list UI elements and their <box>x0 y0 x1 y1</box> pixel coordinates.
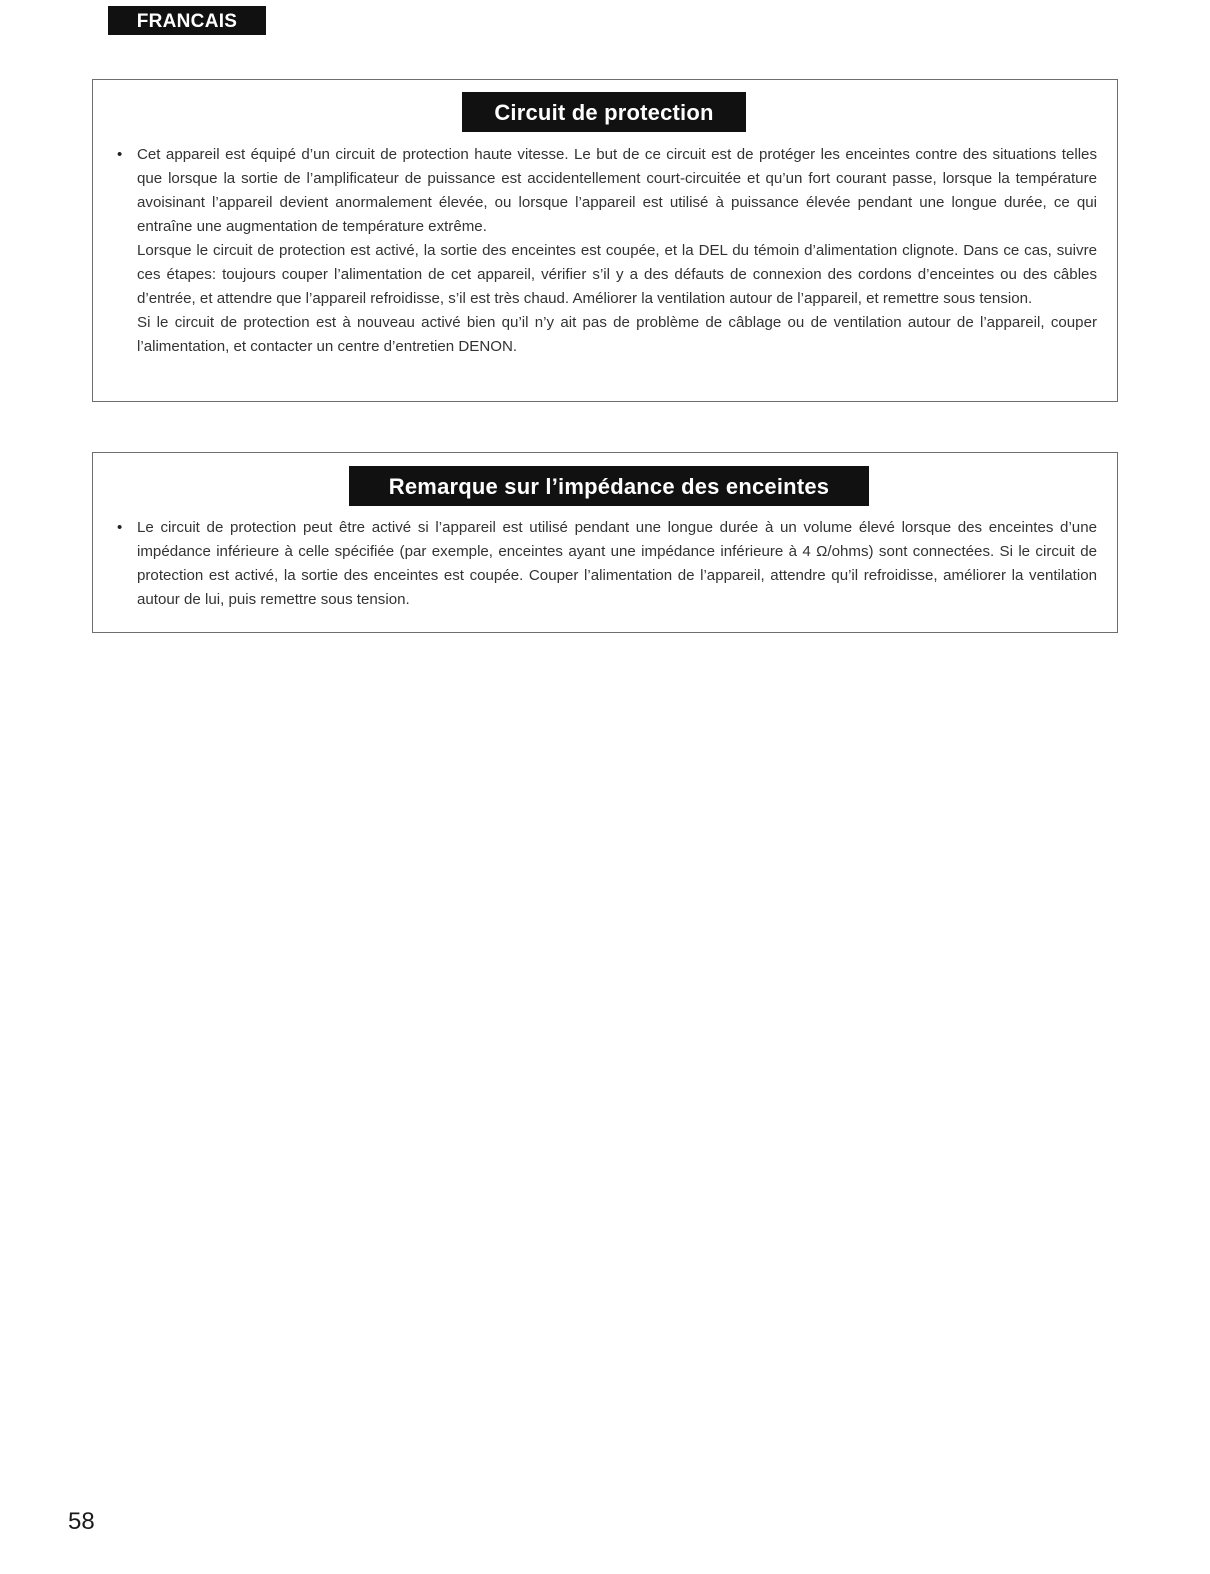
protection-circuit-section <box>92 79 1118 402</box>
page-number: 58 <box>68 1508 95 1535</box>
language-tab: FRANCAIS <box>108 6 266 35</box>
speaker-impedance-heading: Remarque sur l’impédance des enceintes <box>349 466 869 506</box>
protection-circuit-heading: Circuit de protection <box>462 92 746 132</box>
protection-circuit-paragraph-3: Si le circuit de protection est à nouveau activé bien qu’il n’y ait pas de problème de câblage ou de ventilation autour de l’appareil, couper l’alimentation, et contacter un centre d’entretien DENON. <box>137 314 1097 355</box>
bullet-icon: • <box>117 146 123 163</box>
speaker-impedance-paragraph-1: Le circuit de protection peut être activé si l’appareil est utilisé pendant une longue durée à un volume élevé lorsque des enceintes d’une impédance inférieure à celle spécifiée (par exemple, enceintes ayant une impédance inférieure à 4 Ω/ohms) sont connectées. Si le circuit de protection est activé, la sortie des enceintes est coupée. Couper l’alimentation de l’appareil, attendre qu’il refroidisse, améliorer la ventilation autour de lui, puis remettre sous tension. <box>137 519 1097 608</box>
protection-circuit-paragraph-1: Cet appareil est équipé d’un circuit de protection haute vitesse. Le but de ce circuit est de protéger les enceintes contre des situations telles que lorsque la sortie de l’amplificateur de puissance est accidentellement court-circuitée et qu’un fort courant passe, lorsque la température avoisinant l’appareil devient anormalement élevée, ou lorsque l’appareil est utilisé à puissance élevée pendant une longue durée, ce qui entraîne une augmentation de température extrême. <box>137 146 1097 235</box>
protection-circuit-body <box>137 143 1097 359</box>
speaker-impedance-section <box>92 452 1118 633</box>
speaker-impedance-body <box>137 516 1097 612</box>
protection-circuit-paragraph-2: Lorsque le circuit de protection est activé, la sortie des enceintes est coupée, et la DEL du témoin d’alimentation clignote. Dans ce cas, suivre ces étapes: toujours couper l’alimentation de cet appareil, vérifier s’il y a des défauts de connexion des cordons d’enceintes ou des câbles d’entrée, et attendre que l’appareil refroidisse, s’il est très chaud. Améliorer la ventilation autour de l’appareil, et remettre sous tension. <box>137 242 1097 307</box>
bullet-icon: • <box>117 519 123 536</box>
